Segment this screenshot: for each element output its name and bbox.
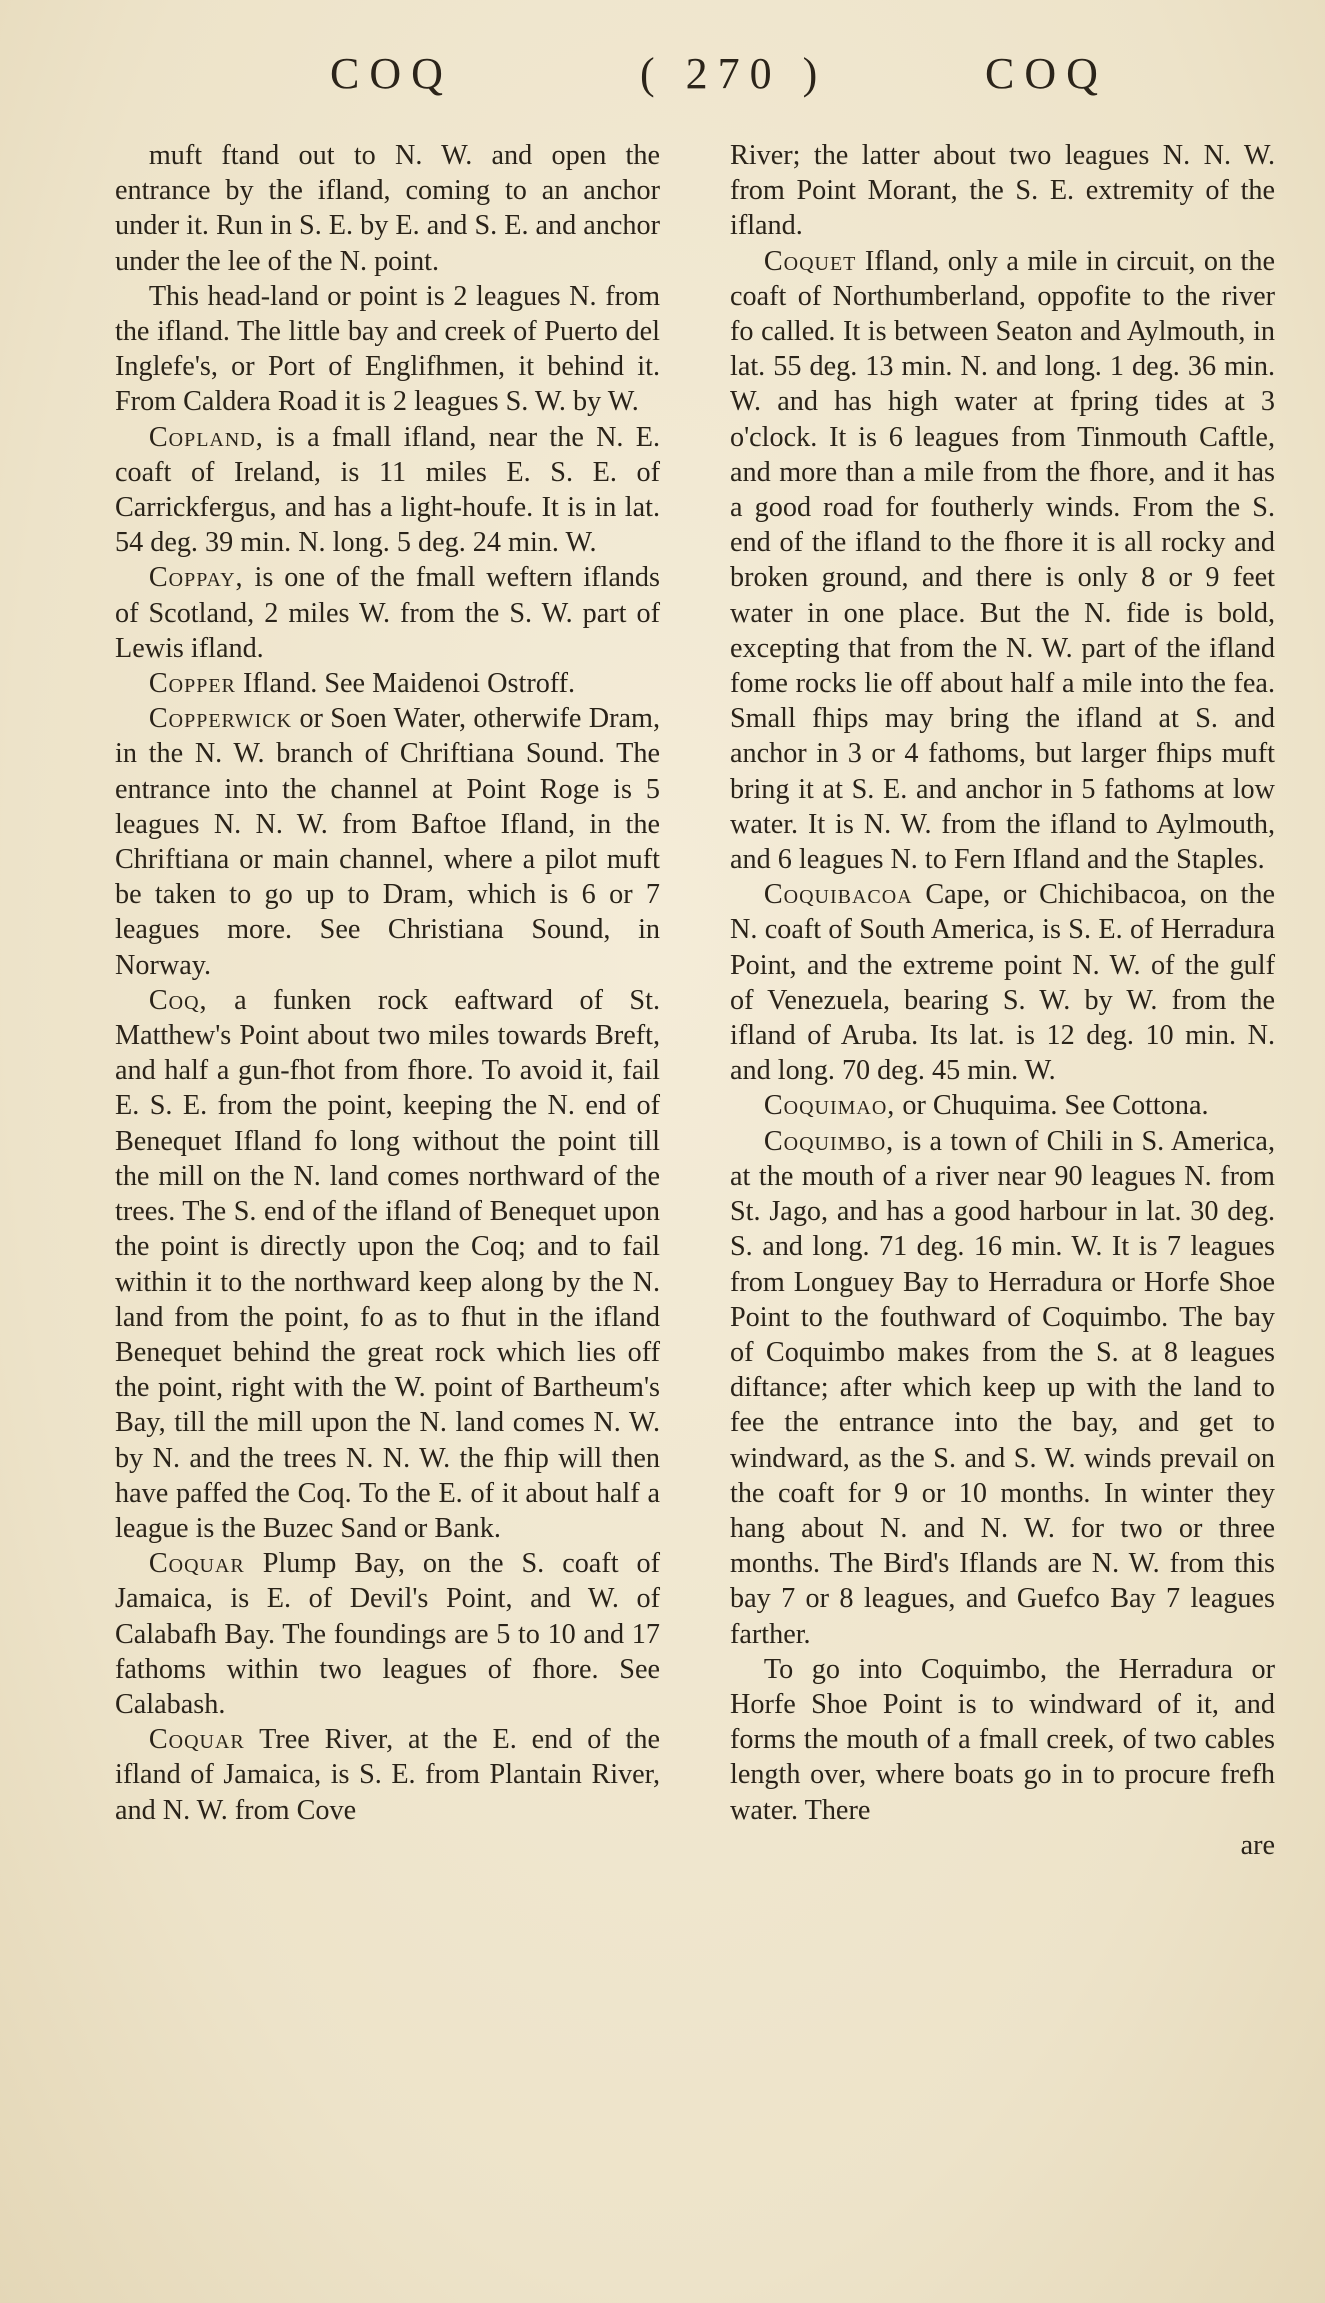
entry-text: is a fmall ifland, near the N. E. coaft of Ireland, is 11 miles E. S. E. of Carrickfergus, and has a light-houfe. It is in lat. 54 deg. 39 min. N. long. 5 deg. 24 min. W. bbox=[115, 421, 660, 559]
entry-paragraph bbox=[730, 1652, 1275, 1828]
entry-paragraph bbox=[730, 138, 1275, 244]
entry-paragraph bbox=[115, 279, 660, 420]
entry-headword: Coquibacoa bbox=[763, 879, 913, 911]
entry-text: Ifland. See Maidenoi Ostroff. bbox=[235, 668, 576, 700]
entry-text: Cape, or Chichibacoa, on the N. coaft of South America, is S. E. of Herradura Point, and the extreme point N. W. of the gulf of Venezuela, bearing S. W. by W. from the ifland of Aruba. Its lat. is 12 deg. 10 min. N. and long. 70 deg. 45 min. W. bbox=[730, 879, 1275, 1087]
entry-text: or Soen Water, otherwife Dram, in the N. W. branch of Chriftiana Sound. The entrance into the channel at Point Roge is 5 leagues N. N. W. from Baftoe Ifland, in the Chriftiana or main channel, where a pilot muft be taken to go up to Dram, which is 6 or 7 leagues more. See Christiana Sound, in Norway. bbox=[115, 703, 660, 981]
catchword: are bbox=[1240, 1829, 1275, 1861]
right-column bbox=[730, 138, 1275, 1863]
entry-paragraph bbox=[115, 560, 660, 666]
left-column bbox=[115, 138, 660, 1828]
entry-paragraph bbox=[730, 1124, 1275, 1652]
entry-headword: Coppay, bbox=[148, 562, 244, 594]
entry-paragraph bbox=[115, 1546, 660, 1722]
entry-paragraph bbox=[115, 138, 660, 279]
entry-text: a funken rock eaftward of St. Matthew's Point about two miles towards Breft, and half a gun-fhot from fhore. To avoid it, fail E. S. E. from the point, keeping the N. end of Benequet Ifland fo long without the point till the mill on the N. land comes northward of the trees. The S. end of the ifland of Benequet upon the point is directly upon the Coq; and to fail within it to the northward keep along by the N. land from the point, fo as to fhut in the ifland Benequet behind the great rock which lies off the point, right with the W. point of Bartheum's Bay, till the mill upon the N. land comes N. W. by N. and the trees N. N. W. the fhip will then have paffed the Coq. To the E. of it about half a league is the Buzec Sand or Bank. bbox=[115, 984, 660, 1544]
page-number: ( 270 ) bbox=[640, 49, 828, 98]
entry-headword: Copper bbox=[148, 668, 236, 700]
entry-text: or Chuquima. See Cottona. bbox=[895, 1090, 1209, 1122]
entry-paragraph bbox=[730, 1088, 1275, 1123]
entry-text: River; the latter about two leagues N. N. W. from Point Morant, the S. E. extremity of the ifland. bbox=[730, 140, 1275, 242]
header-left-guide-word: COQ bbox=[330, 49, 453, 98]
entry-headword: Coquar bbox=[148, 1548, 245, 1580]
entry-paragraph bbox=[730, 244, 1275, 878]
entry-paragraph bbox=[115, 983, 660, 1546]
entry-text: Plump Bay, on the S. coaft of Jamaica, is E. of Devil's Point, and W. of Calabafh Bay. The foundings are 5 to 10 and 17 fathoms within two leagues of fhore. See Calabash. bbox=[115, 1548, 660, 1720]
entry-paragraph bbox=[115, 666, 660, 701]
entry-headword: Coq, bbox=[148, 984, 208, 1016]
entry-paragraph bbox=[115, 420, 660, 561]
entry-headword: Copperwick bbox=[148, 703, 293, 735]
entry-text: Ifland, only a mile in circuit, on the coaft of Northumberland, oppofite to the river fo called. It is between Seaton and Aylmouth, in lat. 55 deg. 13 min. N. and long. 1 deg. 36 min. W. and has high water at fpring tides at 3 o'clock. It is 6 leagues from Tinmouth Caftle, and more than a mile from the fhore, and it has a good road for foutherly winds. From the S. end of the ifland to the fhore it is all rocky and broken ground, and there is only 8 or 9 feet water in one place. But the N. fide is bold, excepting that from the N. W. part of the ifland fome rocks lie off about half a mile into the fea. Small fhips may bring the ifland at S. and anchor in 3 or 4 fathoms, but larger fhips muft bring it at S. E. and anchor in 5 fathoms at low water. It is N. W. from the ifland to Aylmouth, and 6 leagues N. to Fern Ifland and the Staples. bbox=[730, 245, 1275, 876]
running-header bbox=[0, 48, 1325, 108]
entry-headword: Coquimbo, bbox=[763, 1125, 895, 1157]
entry-headword: Coquar bbox=[148, 1724, 245, 1756]
entry-text: is a town of Chili in S. America, at the mouth of a river near 90 leagues N. from St. Jago, and has a good harbour in lat. 30 deg. S. and long. 71 deg. 16 min. W. It is 7 leagues from Longuey Bay to Herradura or Horfe Shoe Point to the fouthward of Coquimbo. The bay of Coquimbo makes from the S. at 8 leagues diftance; after which keep up with the land to fee the entrance into the bay, and get to windward, as the S. and S. W. winds prevail on the coaft for 9 or 10 months. In winter they hang about N. and N. W. for two or three months. The Bird's Iflands are N. W. from this bay 7 or 8 leagues, and Guefco Bay 7 leagues farther. bbox=[730, 1125, 1275, 1650]
entry-paragraph bbox=[115, 701, 660, 983]
entry-text: To go into Coquimbo, the Herradura or Horfe Shoe Point is to windward of it, and forms the mouth of a fmall creek, of two cables length over, where boats go in to procure frefh water. There bbox=[730, 1653, 1275, 1826]
header-right-guide-word: COQ bbox=[985, 49, 1108, 98]
entry-headword: Copland, bbox=[148, 421, 264, 453]
entry-text: This head-land or point is 2 leagues N. from the ifland. The little bay and creek of Puerto del Inglefe's, or Port of Englifhmen, it behind it. From Caldera Road it is 2 leagues S. W. by W. bbox=[115, 280, 660, 418]
entry-paragraph bbox=[730, 877, 1275, 1088]
entry-headword: Coquimao, bbox=[763, 1090, 896, 1122]
entry-text: muft ftand out to N. W. and open the entrance by the ifland, coming to an anchor under it. Run in S. E. by E. and S. E. and anchor under the lee of the N. point. bbox=[115, 140, 660, 277]
entry-text: is one of the fmall weftern iflands of Scotland, 2 miles W. from the S. W. part of Lewis ifland. bbox=[115, 562, 660, 664]
entry-text: Tree River, at the E. end of the ifland of Jamaica, is S. E. from Plantain River, and N. W. from Cove bbox=[115, 1724, 660, 1826]
entry-paragraph bbox=[115, 1722, 660, 1828]
entry-headword: Coquet bbox=[763, 245, 857, 277]
